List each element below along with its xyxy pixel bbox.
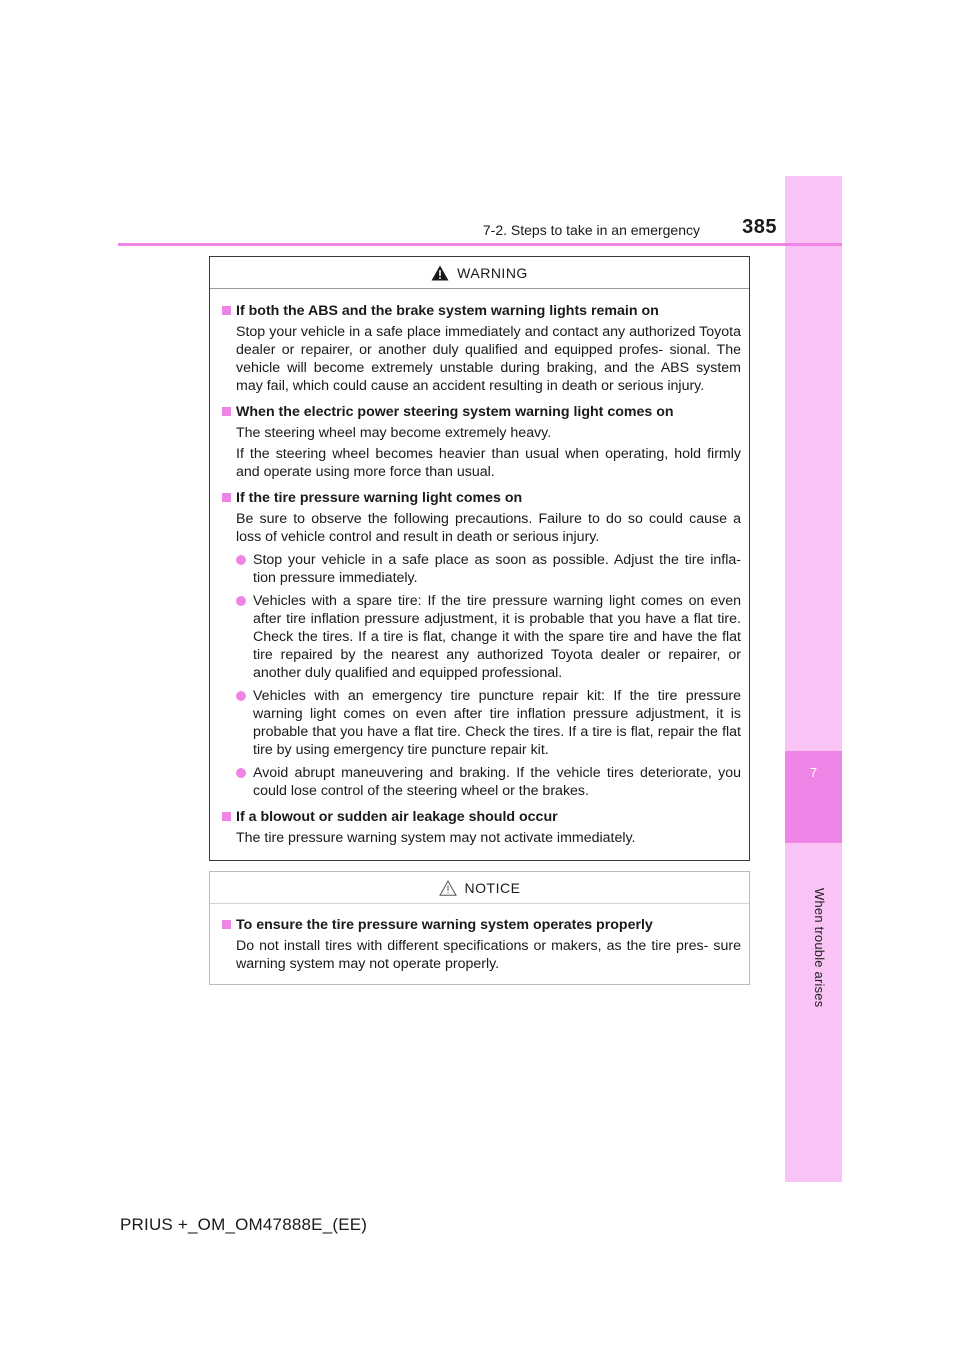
warning-body (210, 289, 749, 847)
bullet-text: Avoid abrupt maneuvering and braking. If the vehicle tires deteriorate, you could lose control of the steering wheel or the brakes. (253, 765, 741, 799)
square-bullet-icon (222, 493, 231, 502)
bullet-text: Stop your vehicle in a safe place as soon as possible. Adjust the tire infla- tion pressure immediately. (253, 552, 741, 586)
section-title-text: When the electric power steering system warning light comes on (236, 404, 674, 420)
header-rule (118, 243, 842, 246)
warning-triangle-icon (431, 265, 449, 281)
bullet-item (236, 687, 741, 759)
section (222, 403, 741, 481)
section-title (222, 489, 741, 507)
chapter-number-box (785, 751, 842, 843)
notice-box (209, 871, 750, 985)
notice-header (210, 872, 749, 904)
bullet-item (236, 764, 741, 800)
square-bullet-icon (222, 812, 231, 821)
round-bullet-icon (236, 768, 246, 778)
bullet-item (236, 592, 741, 682)
chapter-number: 7 (809, 765, 818, 780)
section-title-text: To ensure the tire pressure warning system operates properly (236, 917, 653, 933)
page-number: 385 (742, 216, 777, 238)
section-title-text: If a blowout or sudden air leakage should occur (236, 809, 558, 825)
square-bullet-icon (222, 306, 231, 315)
chapter-title: When trouble arises (812, 888, 827, 1008)
paragraph: Do not install tires with different specifications or makers, as the tire pres- sure warning system may not operate properly. (236, 938, 741, 972)
section-title-text: If both the ABS and the brake system warning lights remain on (236, 303, 659, 319)
bullet-text: Vehicles with an emergency tire puncture repair kit: If the tire pressure warning light comes on even after tire inflation pressure adjustment, it is probable that you have a flat tire. Check the tires. If a tire is flat, repair the flat tire by using emergency tire puncture repair kit. (253, 688, 741, 758)
square-bullet-icon (222, 407, 231, 416)
section (222, 489, 741, 800)
section-title (222, 808, 741, 826)
notice-triangle-icon (439, 880, 457, 896)
section (222, 916, 741, 973)
section-title: 7-2. Steps to take in an emergency (482, 222, 700, 238)
paragraph: Stop your vehicle in a safe place immediately and contact any authorized Toyota dealer or repairer, or another duly qualified and equipped profes- sional. The vehicle will become extremely unstable during braking, and the ABS system may fail, which could cause an accident resulting in death or serious injury. (236, 324, 741, 394)
round-bullet-icon (236, 555, 246, 565)
section-title (222, 302, 741, 320)
round-bullet-icon (236, 691, 246, 701)
paragraph: The tire pressure warning system may not activate immediately. (236, 830, 636, 846)
section-title-text: If the tire pressure warning light comes on (236, 490, 523, 506)
section-title (222, 403, 741, 421)
document-id: PRIUS +_OM_OM47888E_(EE) (120, 1215, 368, 1234)
warning-header (210, 257, 749, 289)
section (222, 808, 741, 847)
section-title (222, 916, 741, 934)
paragraph: If the steering wheel becomes heavier than usual when operating, hold firmly and operate using more force than usual. (236, 446, 741, 480)
section (222, 302, 741, 395)
round-bullet-icon (236, 596, 246, 606)
bullet-text: Vehicles with a spare tire: If the tire pressure warning light comes on even after tire inflation pressure adjustment, it is probable that you have a flat tire. Check the tires. If a tire is flat, change it with the spare tire and have the flat tire repaired by the nearest any authorized Toyota dealer or repairer, or another duly qualified and equipped professional. (253, 593, 741, 681)
chapter-side-tab (785, 176, 842, 1182)
notice-body (210, 904, 749, 973)
warning-box (209, 256, 750, 861)
square-bullet-icon (222, 920, 231, 929)
warning-heading: WARNING (457, 264, 528, 281)
notice-heading: NOTICE (464, 879, 521, 896)
bullet-item (236, 551, 741, 587)
paragraph: Be sure to observe the following precautions. Failure to do so could cause a loss of vehicle control and result in death or serious injury. (236, 511, 741, 545)
paragraph: The steering wheel may become extremely heavy. (236, 425, 552, 441)
